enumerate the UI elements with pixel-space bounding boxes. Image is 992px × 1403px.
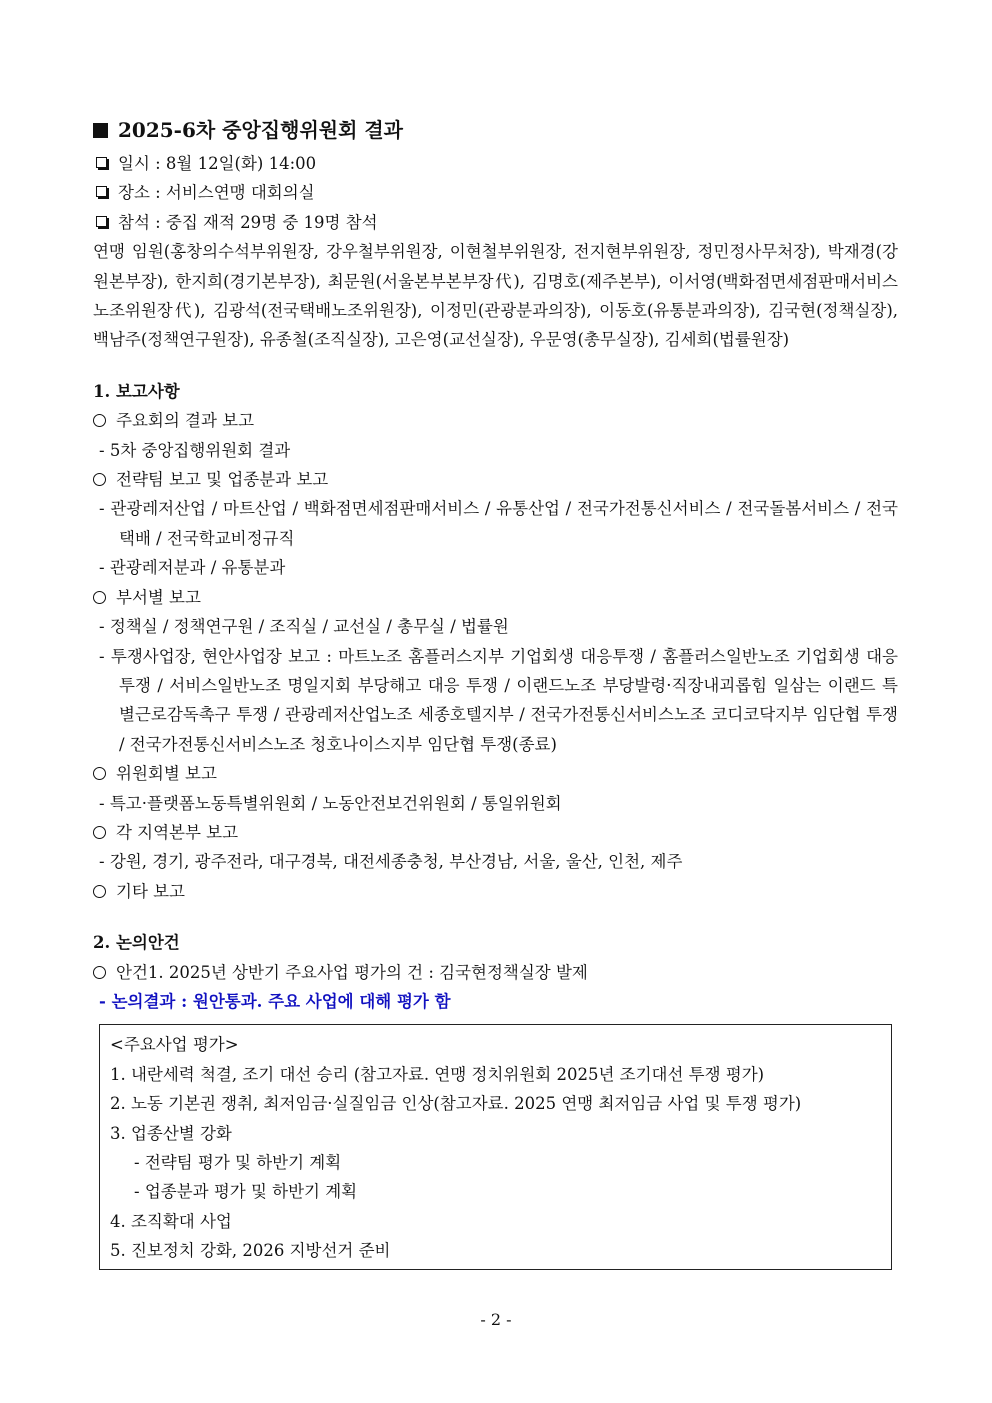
checkbox-bullet-icon	[96, 186, 107, 197]
box-item: 2. 노동 기본권 쟁취, 최저임금·실질임금 인상(참고자료. 2025 연맹 최저임금 사업 및 투쟁 평가)	[110, 1094, 802, 1114]
report-subitem: - 5차 중앙집행위원회 결과	[99, 440, 291, 460]
section-heading	[93, 114, 898, 146]
page-number: - 2 -	[480, 1310, 512, 1329]
report-subitem: - 정책실 / 정책연구원 / 조직실 / 교선실 / 총무실 / 법률원	[99, 617, 509, 637]
checkbox-bullet-icon	[96, 216, 107, 227]
report-subitem: - 특고·플랫폼노동특별위원회 / 노동안전보건위원회 / 통일위원회	[99, 793, 562, 813]
box-item: 4. 조직확대 사업	[110, 1211, 232, 1231]
circle-bullet-icon	[93, 591, 106, 604]
agenda-section-title: 2. 논의안건	[93, 933, 180, 953]
report-item: 주요회의 결과 보고	[93, 406, 898, 435]
circle-bullet-icon	[93, 826, 106, 839]
circle-bullet-icon	[93, 473, 106, 486]
report-subitem: - 강원, 경기, 광주전라, 대구경북, 대전세종충청, 부산경남, 서울, 울산, 인천, 제주	[99, 852, 683, 872]
circle-bullet-icon	[93, 414, 106, 427]
report-item: 각 지역본부 보고	[93, 818, 898, 847]
box-title: <주요사업 평가>	[110, 1035, 239, 1055]
report-subitem: - 관광레저산업 / 마트산업 / 백화점면세점판매서비스 / 유통산업 / 전국가전통신서비스 / 전국돌봄서비스 / 전국택배 / 전국학교비정규직	[99, 499, 898, 548]
circle-bullet-icon	[93, 885, 106, 898]
attendee-list: 연맹 임원(홍창의수석부위원장, 강우철부위원장, 이현철부위원장, 전지현부위원장, 정민정사무처장), 박재경(강원본부장), 한지희(경기본부장), 최문원(서울본부본부장代), 김명호(제주본부), 이서영(백화점면세점판매서비스노조위원장代), 김광석(전국택배노조위원장), 이정민(관광분과의장), 이동호(유통분과의장), 김국현(정책실장), 백남주(정책연구원장), 유종철(조직실장), 고은영(교선실장), 우문영(총무실장), 김세희(법률원장)	[93, 242, 898, 350]
meta-attendance: 참석 : 중집 재적 29명 중 19명 참석	[93, 208, 898, 237]
box-item: 3. 업종산별 강화	[110, 1123, 232, 1143]
document-page	[93, 114, 898, 1270]
heading-text: 2025-6차 중앙집행위원회 결과	[118, 118, 404, 142]
report-subitem: - 투쟁사업장, 현안사업장 보고 : 마트노조 홈플러스지부 기업회생 대응투쟁 / 홈플러스일반노조 기업회생 대응투쟁 / 서비스일반노조 명일지회 부당해고 대응 투쟁 / 이랜드노조 부당발령·직장내괴롭힘 일삼는 이랜드 특별근로감독촉구 투쟁 / 관광레저산업노조 세종호텔지부 / 전국가전통신서비스노조 코디코닥지부 임단협 투쟁 / 전국가전통신서비스노조 청호나이스지부 임단협 투쟁(종료)	[99, 646, 898, 754]
meta-place: 장소 : 서비스연맹 대회의실	[93, 178, 898, 207]
report-item: 기타 보고	[93, 877, 898, 906]
report-item: 전략팀 보고 및 업종분과 보고	[93, 465, 898, 494]
box-item: 1. 내란세력 척결, 조기 대선 승리 (참고자료. 연맹 정치위원회 2025년 조기대선 투쟁 평가)	[110, 1064, 765, 1084]
report-item: 부서별 보고	[93, 583, 898, 612]
report-section-title: 1. 보고사항	[93, 381, 180, 401]
box-item: 5. 진보정치 강화, 2026 지방선거 준비	[110, 1241, 391, 1261]
agenda-item: 안건1. 2025년 상반기 주요사업 평가의 건 : 김국현정책실장 발제	[93, 958, 898, 987]
report-item: 위원회별 보고	[93, 759, 898, 788]
evaluation-box	[99, 1024, 892, 1269]
report-subitem: - 관광레저분과 / 유통분과	[99, 558, 286, 578]
circle-bullet-icon	[93, 966, 106, 979]
meta-date: 일시 : 8월 12일(화) 14:00	[93, 149, 898, 178]
checkbox-bullet-icon	[96, 157, 107, 168]
box-subitem: - 전략팀 평가 및 하반기 계획	[134, 1153, 342, 1172]
circle-bullet-icon	[93, 767, 106, 780]
box-subitem: - 업종분과 평가 및 하반기 계획	[134, 1182, 358, 1202]
agenda-result: - 논의결과 : 원안통과. 주요 사업에 대해 평가 함	[99, 991, 451, 1011]
black-square-icon	[93, 123, 108, 138]
